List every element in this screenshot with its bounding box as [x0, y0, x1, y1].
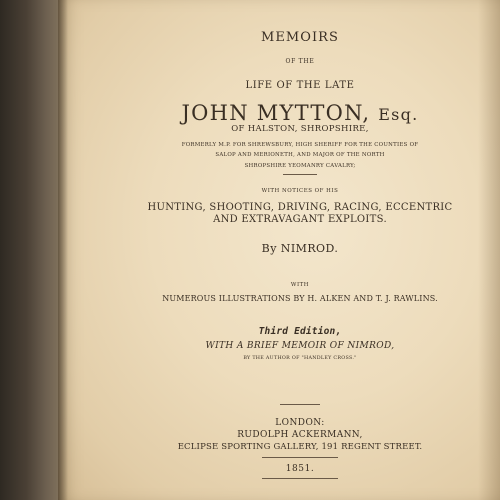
description-line-1: FORMERLY M.P. FOR SHREWSBURY, HIGH SHERIFF FOR THE COUNTIES OF	[181, 142, 419, 148]
divider-rule	[262, 457, 338, 458]
divider-rule	[283, 174, 317, 175]
imprint-address: ECLIPSE SPORTING GALLERY, 191 REGENT STREET.	[177, 442, 423, 452]
illustrations-line: NUMEROUS ILLUSTRATIONS BY H. ALKEN AND T. J. RAWLINS.	[162, 294, 438, 303]
page-right-edge	[478, 0, 500, 500]
of-halston-line: OF HALSTON, SHROPSHIRE,	[231, 124, 369, 134]
divider-rule	[280, 404, 320, 405]
edition-line: Third Edition,	[258, 326, 342, 337]
description-line-2: SALOP AND MERIONETH, AND MAJOR OF THE NORTH	[215, 152, 385, 158]
life-of-the-late-line: LIFE OF THE LATE	[245, 80, 355, 91]
by-author-of-line: BY THE AUTHOR OF "HANDLEY CROSS."	[243, 356, 357, 361]
description-line-3: SHROPSHIRE YEOMANRY CAVALRY;	[244, 163, 356, 169]
imprint-publisher: RUDOLPH ACKERMANN,	[237, 430, 363, 440]
divider-rule	[262, 478, 338, 479]
brief-memoir-line: WITH A BRIEF MEMOIR OF NIMROD,	[205, 341, 395, 351]
page-gutter-shadow	[58, 0, 68, 500]
of-the-line: OF THE	[285, 58, 315, 65]
imprint-year: 1851.	[285, 464, 315, 474]
subject-name	[130, 101, 470, 125]
memoirs-heading: MEMOIRS	[261, 30, 339, 45]
with-notices-line: WITH NOTICES OF HIS	[261, 188, 339, 194]
subject-name-text: JOHN MYTTON,	[181, 101, 371, 125]
book-spine-edge	[0, 0, 66, 500]
extravagant-line: AND EXTRAVAGANT EXPLOITS.	[213, 214, 387, 225]
with-line: WITH	[290, 282, 310, 288]
author-byline: By NIMROD.	[261, 242, 339, 255]
hunting-line: HUNTING, SHOOTING, DRIVING, RACING, ECCENTRIC	[147, 202, 453, 213]
subject-esq: Esq.	[378, 105, 419, 124]
imprint-place: LONDON:	[275, 418, 325, 428]
